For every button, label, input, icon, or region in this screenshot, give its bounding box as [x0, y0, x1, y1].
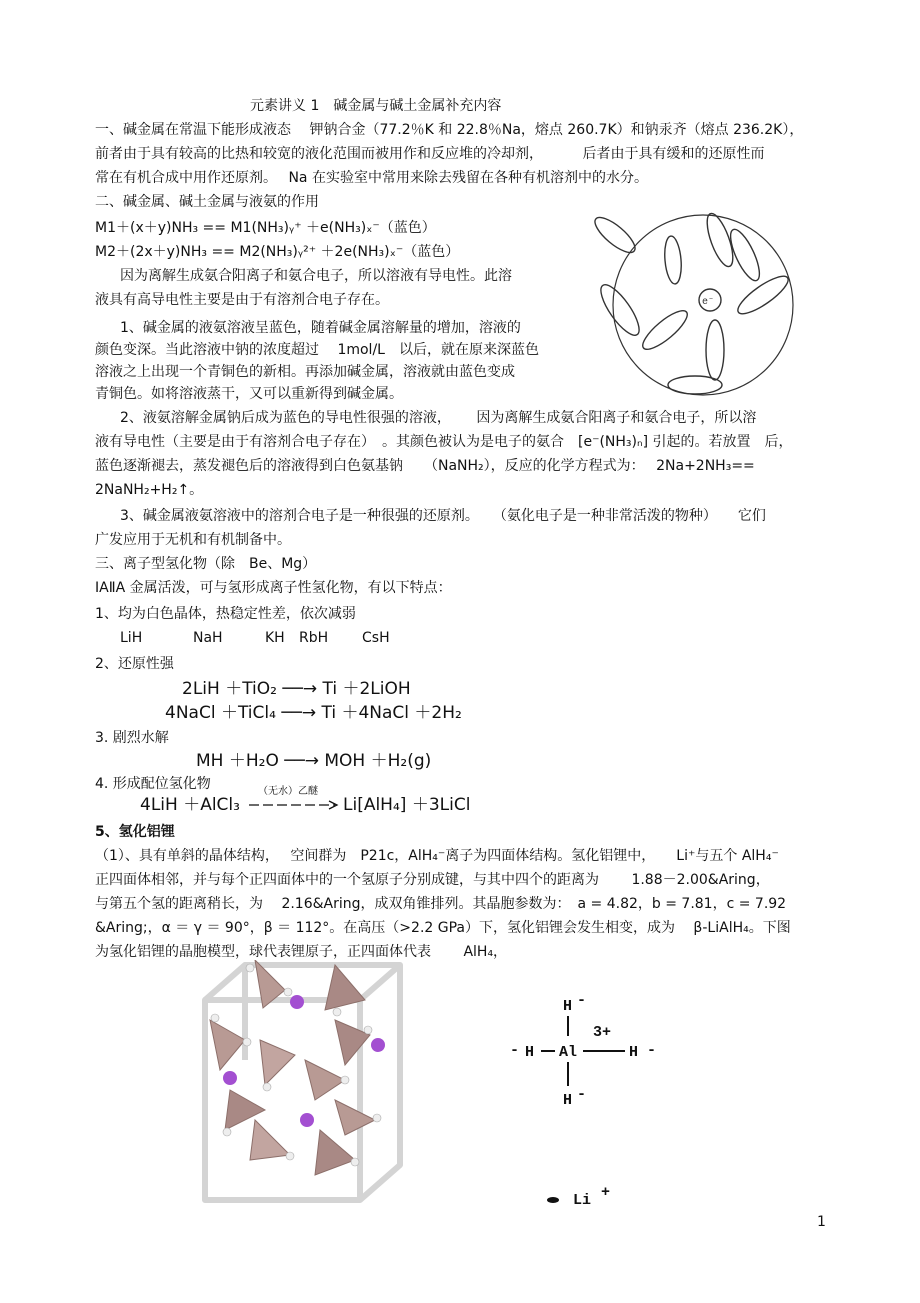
hydrogen-atom	[223, 1128, 231, 1136]
s2-para1-line-2: 液具有高导电性主要是由于有溶剂合电子存在。	[95, 292, 389, 308]
s1-line-2: 前者由于具有较高的比热和较宽的液化范围而被用作和反应堆的冷却剂， 后者由于具有缓和的还原性而	[95, 146, 765, 162]
hydrogen-atom	[286, 1152, 294, 1160]
hydrogen-atom	[243, 1038, 251, 1046]
s2-para2-line-4: 青铜色。如将溶液蒸干，又可以重新得到碱金属。	[95, 386, 403, 402]
s5-line-1: （1）、具有单斜的晶体结构， 空间群为 P21c，AlH₄⁻离子为四面体结构。氢化铝锂中， Li⁺与五个 AlH₄⁻	[95, 848, 779, 864]
hydride-kh: KH	[265, 630, 285, 646]
hydride-lih: LiH	[120, 630, 143, 646]
reaction-4-condition: （无水）乙醚	[258, 786, 318, 797]
cell-frame-edge	[360, 965, 400, 1000]
ammonia-ellipse	[638, 305, 692, 355]
h-top: H	[563, 998, 573, 1015]
s2-para4-line-2: 广发应用于无机和有机制备中。	[95, 532, 291, 548]
hydrogen-atom	[263, 1083, 271, 1091]
solvated-electron-diagram	[590, 205, 820, 405]
s2-para3-line-3: 蓝色逐渐褪去，蒸发褪色后的溶液得到白色氨基钠 （NaNH₂），反应的化学方程式为： 2Na+2NH₃==	[95, 458, 755, 474]
ammonia-ellipse	[595, 280, 646, 341]
s2-para3-line-2: 液有导电性（主要是由于有溶剂合电子存在） 。其颜色被认为是电子的氨合 [e⁻(NH₃)ₙ] 引起的。若放置 后，	[95, 434, 793, 450]
s3-heading: 三、离子型氢化物（除 Be、Mg）	[95, 556, 317, 572]
page-title: 元素讲义 1 碱金属与碱土金属补充内容	[250, 98, 502, 114]
s3-intro: ⅠAⅡA 金属活泼，可与氢形成离子性氢化物，有以下特点：	[95, 580, 452, 596]
alh4-tetrahedron	[315, 1130, 355, 1175]
s2-para2-line-3: 溶液之上出现一个青铜色的新相。再添加碱金属，溶液就由蓝色变成	[95, 364, 515, 380]
hydrogen-atom	[373, 1114, 381, 1122]
hydrogen-atom	[351, 1158, 359, 1166]
reaction-1: 2LiH ＋TiO₂ ──→ Ti ＋2LiOH	[182, 679, 411, 699]
s2-equation-1: M1＋(x＋y)NH₃ == M1(NH₃)ᵧ⁺ ＋e(NH₃)ₓ⁻（蓝色）	[95, 220, 436, 236]
s2-heading: 二、碱金属、碱土金属与液氨的作用	[95, 194, 319, 210]
alh4-tetrahedron	[250, 1120, 290, 1160]
page-number: 1	[817, 1214, 826, 1230]
hydride-rbh: RbH	[299, 630, 329, 646]
reaction-4-left: 4LiH ＋AlCl₃	[140, 795, 240, 815]
s2-equation-2: M2＋(2x＋y)NH₃ == M2(NH₃)ᵧ²⁺ ＋2e(NH₃)ₓ⁻（蓝色）	[95, 244, 460, 260]
s1-line-3: 常在有机合成中用作还原剂。 Na 在实验室中常用来除去残留在各种有机溶剂中的水分。	[95, 170, 648, 186]
reaction-4-right: Li[AlH₄] ＋3LiCl	[343, 795, 471, 815]
h-bottom: H	[563, 1092, 573, 1109]
al-center: Al	[559, 1044, 578, 1061]
s2-para1-line-1: 因为离解生成氨合阳离子和氨合电子，所以溶液有导电性。此溶	[120, 268, 512, 284]
hydride-csh: CsH	[362, 630, 390, 646]
hydrogen-atom	[284, 988, 292, 996]
s5-line-3: 与第五个氢的距离稍长，为 2.16&Aring，成双角锥排列。其晶胞参数为： a = 4.82，b = 7.81，c = 7.92	[95, 896, 787, 912]
li-label: Li	[573, 1192, 592, 1209]
al-charge: 3+	[593, 1024, 612, 1041]
hydrogen-atom	[246, 964, 254, 972]
h-left: H	[525, 1044, 535, 1061]
electron-label: e⁻	[702, 297, 715, 308]
hydrogen-atom	[333, 1008, 341, 1016]
reaction-2: 4NaCl ＋TiCl₄ ──→ Ti ＋4NaCl ＋2H₂	[165, 703, 462, 723]
ammonia-ellipse	[663, 235, 683, 284]
s5-line-4: &Aring;，α ＝ γ ＝ 90°，β ＝ 112°。在高压（>2.2 GPa）下，氢化铝锂会发生相变，成为 β-LiAlH₄。下图	[95, 920, 791, 936]
alh4-tetrahedron	[305, 1060, 345, 1100]
s2-para3-line-1: 2、液氨溶解金属钠后成为蓝色的导电性很强的溶液， 因为离解生成氨合阳离子和氨合电子，所以溶	[120, 410, 757, 426]
lithium-atom	[371, 1038, 385, 1052]
hydrogen-atom	[341, 1076, 349, 1084]
alh4-tetrahedron	[335, 1100, 375, 1135]
alh4-tetrahedron	[335, 1020, 370, 1065]
s3-feature-4: 4. 形成配位氢化物	[95, 776, 211, 792]
s1-line-1: 一、碱金属在常温下能形成液态 钾钠合金（77.2％K 和 22.8％Na，熔点 260.7K）和钠汞齐（熔点 236.2K），	[95, 122, 804, 138]
s5-heading: 5、氢化铝锂	[95, 824, 175, 840]
alh4-tetrahedron	[210, 1020, 245, 1070]
reaction-4-arrow	[247, 798, 342, 812]
s3-feature-2: 2、还原性强	[95, 656, 174, 672]
reaction-3: MH ＋H₂O ──→ MOH ＋H₂(g)	[196, 751, 432, 771]
s2-para3-line-4: 2NaNH₂+H₂↑。	[95, 482, 204, 498]
s2-para2-line-1: 1、碱金属的液氨溶液呈蓝色，随着碱金属溶解量的增加，溶液的	[120, 320, 521, 336]
ammonia-ellipse	[706, 320, 724, 380]
lithium-atom	[223, 1071, 237, 1085]
ammonia-ellipse	[668, 376, 722, 394]
s5-line-5: 为氢化铝锂的晶胞模型，球代表锂原子，正四面体代表 AlH₄，	[95, 944, 508, 960]
h-right-charge: -	[647, 1042, 657, 1059]
hydrogen-atom	[211, 1014, 219, 1022]
ammonia-ellipse	[733, 270, 792, 319]
alh4-lewis-structure	[505, 990, 675, 1220]
hydride-nah: NaH	[193, 630, 223, 646]
s3-feature-1: 1、均为白色晶体，热稳定性差，依次减弱	[95, 606, 356, 622]
h-bottom-charge: -	[577, 1086, 587, 1103]
s5-line-2: 正四面体相邻，并与每个正四面体中的一个氢原子分别成键，与其中四个的距离为 1.88－2.00&Aring，	[95, 872, 770, 888]
hydrogen-atom	[364, 1026, 372, 1034]
s2-para4-line-1: 3、碱金属液氨溶液中的溶剂合电子是一种很强的还原剂。 （氨化电子是一种非常活泼的物种） 它们	[120, 508, 766, 524]
h-right: H	[629, 1044, 639, 1061]
lialh4-crystal-model	[185, 960, 425, 1210]
alh4-tetrahedron	[260, 1040, 295, 1085]
li-charge: +	[601, 1184, 611, 1201]
s3-feature-3: 3. 剧烈水解	[95, 730, 169, 746]
lithium-atom	[290, 995, 304, 1009]
ammonia-ellipse	[590, 212, 640, 258]
h-left-charge: -	[510, 1042, 520, 1059]
s2-para2-line-2: 颜色变深。当此溶液中钠的浓度超过 1mol/L 以后，就在原来深蓝色	[95, 342, 539, 358]
li-dot-icon	[547, 1197, 559, 1203]
lithium-atom	[300, 1113, 314, 1127]
h-top-charge: -	[577, 992, 587, 1009]
